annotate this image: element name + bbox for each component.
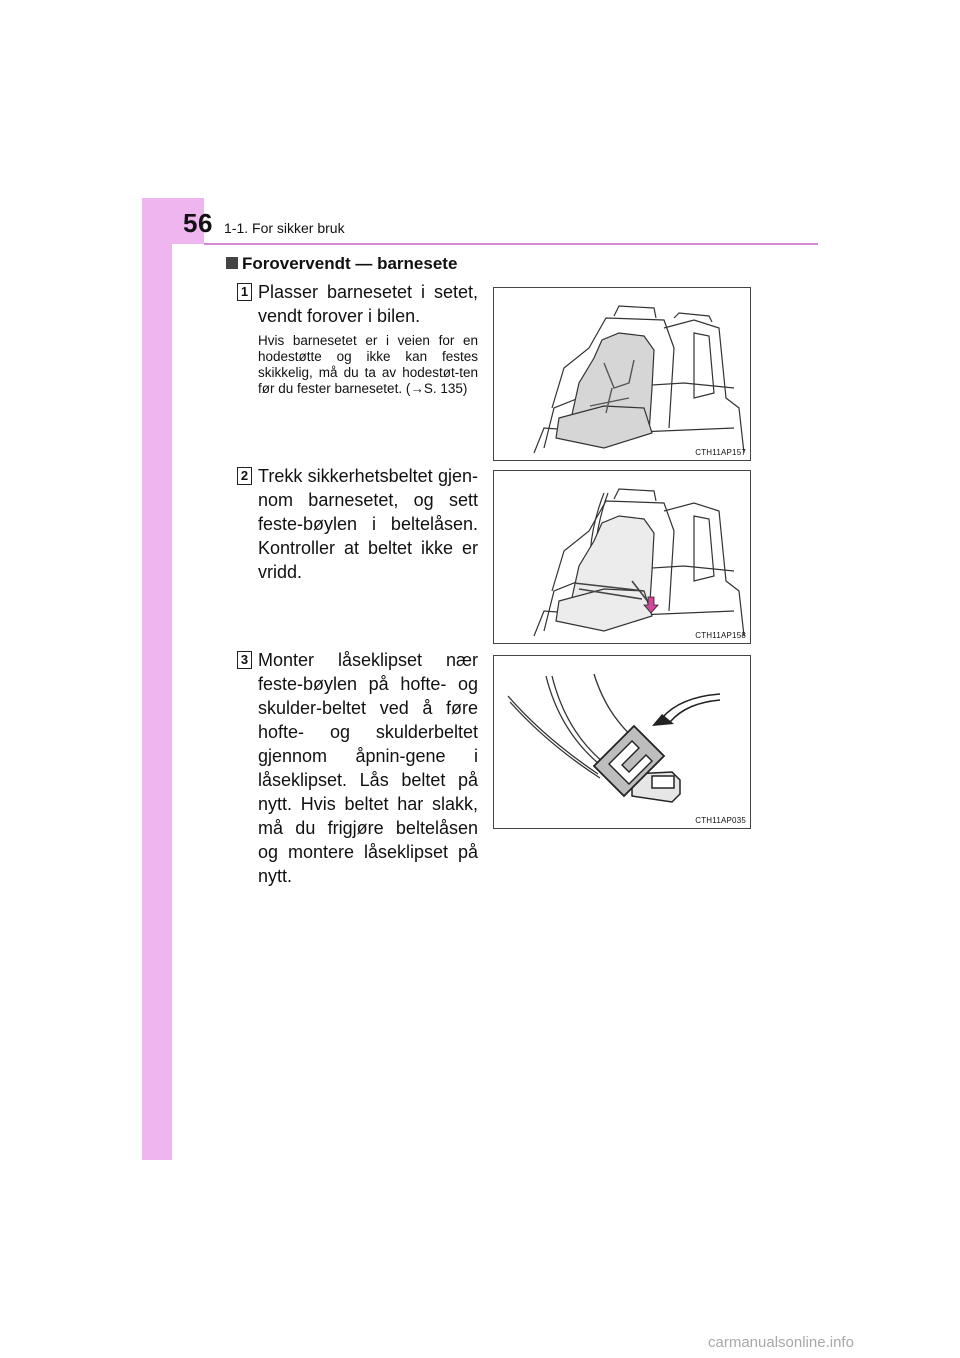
step-number-2: 2 — [237, 467, 252, 485]
child-seat-illustration — [494, 288, 750, 460]
belt-routing-illustration — [494, 471, 750, 643]
section-heading-text: Forovervendt — barnesete — [242, 254, 458, 273]
figure-code: CTH11AP035 — [695, 816, 746, 825]
step-number-3: 3 — [237, 651, 252, 669]
figure-code: CTH11AP157 — [695, 448, 746, 457]
figure-child-seat-placed — [493, 287, 751, 461]
sidebar-tab — [142, 198, 172, 1160]
step-2-text: Trekk sikkerhetsbeltet gjen-nom barnesetet, og sett feste-bøylen i beltelåsen. Kontroller at beltet ikke er vridd. — [258, 466, 478, 582]
step-number-1: 1 — [237, 283, 252, 301]
header-divider — [204, 243, 818, 245]
locking-clip-illustration — [494, 656, 750, 828]
section-heading — [226, 254, 457, 274]
figure-locking-clip — [493, 655, 751, 829]
step-3-text: Monter låseklipset nær feste-bøylen på hofte- og skulder-beltet ved å føre hofte- og skulderbeltet gjennom åpnin-gene i låseklipset. Lås beltet på nytt. Hvis beltet har slakk, må du frigjøre beltelåsen og montere låseklipset på nytt. — [258, 650, 478, 886]
page-number: 56 — [183, 208, 213, 238]
watermark: carmanualsonline.info — [708, 1334, 854, 1351]
chapter-title: 1-1. For sikker bruk — [224, 220, 345, 236]
figure-code: CTH11AP158 — [695, 631, 746, 640]
step-1-note: Hvis barnesetet er i veien for en hodestøtte og ikke kan festes skikkelig, må du ta av hodestøt-ten før du fester barnesetet. (→S. 135) — [258, 333, 478, 396]
figure-belt-through-seat — [493, 470, 751, 644]
square-bullet-icon — [226, 257, 238, 269]
step-1-text: Plasser barnesetet i setet, vendt forover i bilen. — [258, 282, 478, 326]
